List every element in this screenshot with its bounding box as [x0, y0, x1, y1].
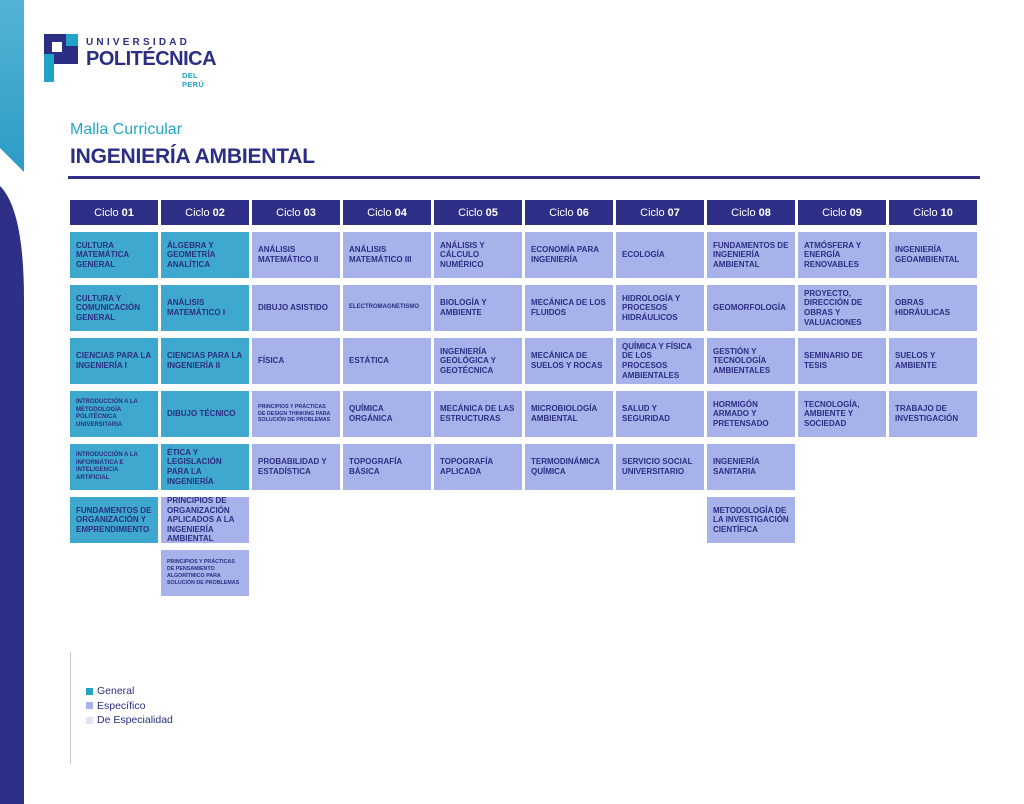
cycle-header-02	[161, 200, 249, 225]
course-name: INGENIERÍA GEOLÓGICA Y GEOTÉCNICA	[440, 346, 496, 375]
course-cell	[252, 444, 340, 490]
course-name: ELECTROMAGNETISMO	[349, 304, 419, 311]
legend	[86, 684, 173, 728]
course-cell	[252, 338, 340, 384]
course-name: ANÁLISIS MATEMÁTICO I	[167, 298, 226, 317]
course-name: INTRODUCCIÓN A LA METODOLOGÍA POLITÉCNICA UNIVERSITARIA	[76, 399, 138, 428]
course-cell	[70, 497, 158, 543]
course-name: INGENIERÍA SANITARIA	[713, 457, 760, 476]
course-name: GESTIÓN Y TECNOLOGÍA AMBIENTALES	[713, 346, 771, 375]
course-name: PRINCIPIOS Y PRÁCTICAS DE DESIGN THINKING PARA SOLUCIÓN DE PROBLEMAS	[258, 403, 331, 424]
course-name: METODOLOGÍA DE LA INVESTIGACIÓN CIENTÍFICA	[713, 505, 789, 534]
cycle-header-number: 10	[940, 206, 953, 219]
course-name: TECNOLOGÍA, AMBIENTE Y SOCIEDAD	[804, 399, 860, 428]
logo-text-del-peru: DEL PERÚ	[182, 71, 205, 89]
course-name: GEOMORFOLOGÍA	[713, 303, 786, 313]
course-name: BIOLOGÍA Y AMBIENTE	[440, 298, 487, 317]
course-name: CIENCIAS PARA LA INGENIERÍA I	[76, 351, 151, 370]
course-cell	[616, 391, 704, 437]
legend-swatch-especifico	[86, 702, 93, 709]
course-cell	[70, 391, 158, 437]
course-name: PROBABILIDAD Y ESTADÍSTICA	[258, 457, 327, 476]
course-cell	[616, 338, 704, 384]
course-cell	[161, 497, 249, 543]
course-name: ÉTICA Y LEGISLACIÓN PARA LA INGENIERÍA	[167, 447, 222, 486]
course-name: DIBUJO TÉCNICO	[167, 409, 236, 419]
cycle-header-prefix: Ciclo	[458, 206, 483, 219]
cycle-header-03	[252, 200, 340, 225]
course-cell	[70, 338, 158, 384]
course-cell	[889, 338, 977, 384]
cycle-header-04	[343, 200, 431, 225]
cycle-header-number: 07	[667, 206, 680, 219]
course-cell	[161, 550, 249, 596]
course-cell	[252, 391, 340, 437]
course-name: TOPOGRAFÍA BÁSICA	[349, 457, 402, 476]
course-name: FUNDAMENTOS DE INGENIERÍA AMBIENTAL	[713, 240, 789, 269]
course-cell	[70, 232, 158, 278]
course-name: HORMIGÓN ARMADO Y PRETENSADO	[713, 399, 769, 428]
course-cell	[343, 338, 431, 384]
course-cell	[343, 391, 431, 437]
course-name: ESTÁTICA	[349, 356, 389, 366]
cycle-header-number: 09	[849, 206, 862, 219]
course-cell	[798, 232, 886, 278]
course-cell	[70, 285, 158, 331]
title-divider	[68, 176, 980, 179]
course-cell	[707, 232, 795, 278]
left-decorative-band	[0, 0, 30, 804]
legend-label: General	[97, 685, 135, 698]
course-cell	[525, 338, 613, 384]
course-cell	[525, 391, 613, 437]
legend-label: De Especialidad	[97, 714, 173, 727]
course-name: OBRAS HIDRÁULICAS	[895, 298, 951, 317]
course-cell	[525, 444, 613, 490]
course-name: MICROBIOLOGÍA AMBIENTAL	[531, 404, 597, 423]
page-title: INGENIERÍA AMBIENTAL	[70, 145, 315, 168]
university-logo	[44, 34, 217, 89]
course-cell	[798, 285, 886, 331]
course-cell	[434, 444, 522, 490]
course-cell	[252, 285, 340, 331]
course-cell	[252, 232, 340, 278]
course-name: CIENCIAS PARA LA INGENIERÍA II	[167, 351, 242, 370]
cycle-header-prefix: Ciclo	[731, 206, 756, 219]
course-cell	[707, 444, 795, 490]
course-cell	[889, 391, 977, 437]
cycle-header-prefix: Ciclo	[276, 206, 301, 219]
course-cell	[889, 285, 977, 331]
page-subtitle: Malla Curricular	[70, 121, 183, 138]
cycle-header-prefix: Ciclo	[185, 206, 210, 219]
legend-label: Específico	[97, 699, 146, 712]
course-name: INGENIERÍA GEOAMBIENTAL	[895, 245, 960, 264]
cycle-header-prefix: Ciclo	[94, 206, 119, 219]
logo-mark-icon	[44, 34, 78, 82]
cycle-header-number: 03	[303, 206, 316, 219]
course-cell	[434, 232, 522, 278]
course-cell	[707, 497, 795, 543]
cycle-header-prefix: Ciclo	[913, 206, 938, 219]
course-name: ÁLGEBRA Y GEOMETRÍA ANALÍTICA	[167, 240, 216, 269]
course-name: QUÍMICA Y FÍSICA DE LOS PROCESOS AMBIENTALES	[622, 341, 692, 380]
cycle-header-prefix: Ciclo	[822, 206, 847, 219]
course-cell	[161, 391, 249, 437]
course-cell	[434, 391, 522, 437]
course-name: SALUD Y SEGURIDAD	[622, 404, 671, 423]
cycle-header-number: 01	[121, 206, 134, 219]
course-cell	[707, 391, 795, 437]
course-name: PRINCIPIOS DE ORGANIZACIÓN APLICADOS A LA INGENIERÍA AMBIENTAL	[167, 496, 235, 544]
course-cell	[161, 285, 249, 331]
course-name: MECÁNICA DE LOS FLUIDOS	[531, 298, 606, 317]
legend-item-especialidad	[86, 713, 173, 728]
cycle-header-06	[525, 200, 613, 225]
cycle-header-prefix: Ciclo	[367, 206, 392, 219]
course-name: CULTURA MATEMÁTICA GENERAL	[76, 240, 129, 269]
course-name: ANÁLISIS MATEMÁTICO III	[349, 245, 412, 264]
course-name: SEMINARIO DE TESIS	[804, 351, 863, 370]
course-cell	[707, 338, 795, 384]
course-cell	[616, 232, 704, 278]
course-cell	[889, 232, 977, 278]
cycle-header-01	[70, 200, 158, 225]
course-name: FUNDAMENTOS DE ORGANIZACIÓN Y EMPRENDIMIENTO	[76, 505, 152, 534]
cycle-header-number: 04	[394, 206, 407, 219]
course-name: SUELOS Y AMBIENTE	[895, 351, 937, 370]
course-cell	[343, 232, 431, 278]
course-cell	[161, 232, 249, 278]
course-cell	[161, 338, 249, 384]
course-name: INTRODUCCIÓN A LA INFORMÁTICA E INTELIGENCIA ARTIFICIAL	[76, 452, 138, 481]
course-cell	[798, 338, 886, 384]
cycle-header-09	[798, 200, 886, 225]
course-cell	[343, 444, 431, 490]
course-cell	[434, 285, 522, 331]
cycle-header-05	[434, 200, 522, 225]
course-name: CULTURA Y COMUNICACIÓN GENERAL	[76, 293, 140, 322]
course-cell	[161, 444, 249, 490]
legend-swatch-especialidad	[86, 717, 93, 724]
cycle-header-07	[616, 200, 704, 225]
legend-item-especifico	[86, 699, 173, 714]
cycle-header-number: 02	[212, 206, 225, 219]
course-name: TOPOGRAFÍA APLICADA	[440, 457, 493, 476]
course-name: TERMODINÁMICA QUÍMICA	[531, 457, 600, 476]
course-cell	[70, 444, 158, 490]
cycle-header-number: 05	[485, 206, 498, 219]
cycle-header-08	[707, 200, 795, 225]
legend-item-general	[86, 684, 173, 699]
course-name: SERVICIO SOCIAL UNIVERSITARIO	[622, 457, 693, 476]
course-cell	[616, 285, 704, 331]
course-cell	[798, 391, 886, 437]
legend-divider	[70, 652, 71, 764]
course-name: ANÁLISIS Y CÁLCULO NUMÉRICO	[440, 240, 485, 269]
course-cell	[616, 444, 704, 490]
course-name: QUÍMICA ORGÁNICA	[349, 404, 393, 423]
course-cell	[525, 232, 613, 278]
course-cell	[434, 338, 522, 384]
course-name: MECÁNICA DE SUELOS Y ROCAS	[531, 351, 603, 370]
logo-text-politecnica: POLITÉCNICA	[86, 48, 217, 70]
course-name: TRABAJO DE INVESTIGACIÓN	[895, 404, 959, 423]
cycle-header-number: 08	[758, 206, 771, 219]
cycle-header-10	[889, 200, 977, 225]
course-name: PRINCIPIOS Y PRÁCTICAS DE PENSAMIENTO ALGORÍTMICO PARA SOLUCIÓN DE PROBLEMAS	[167, 559, 240, 586]
course-name: PROYECTO, DIRECCIÓN DE OBRAS Y VALUACIONES	[804, 288, 863, 327]
cycle-header-number: 06	[576, 206, 589, 219]
course-name: ECOLOGÍA	[622, 250, 665, 260]
course-name: ECONOMÍA PARA INGENIERÍA	[531, 245, 599, 264]
course-name: MECÁNICA DE LAS ESTRUCTURAS	[440, 404, 515, 423]
course-cell	[343, 285, 431, 331]
course-name: DIBUJO ASISTIDO	[258, 303, 328, 313]
course-name: FÍSICA	[258, 356, 285, 366]
cycle-header-prefix: Ciclo	[640, 206, 665, 219]
course-name: ANÁLISIS MATEMÁTICO II	[258, 245, 319, 264]
course-name: HIDROLOGÍA Y PROCESOS HIDRÁULICOS	[622, 293, 681, 322]
course-name: ATMÓSFERA Y ENERGÍA RENOVABLES	[804, 240, 862, 269]
logo-text-universidad: UNIVERSIDAD	[86, 37, 191, 48]
course-cell	[707, 285, 795, 331]
cycle-header-prefix: Ciclo	[549, 206, 574, 219]
course-cell	[525, 285, 613, 331]
legend-swatch-general	[86, 688, 93, 695]
